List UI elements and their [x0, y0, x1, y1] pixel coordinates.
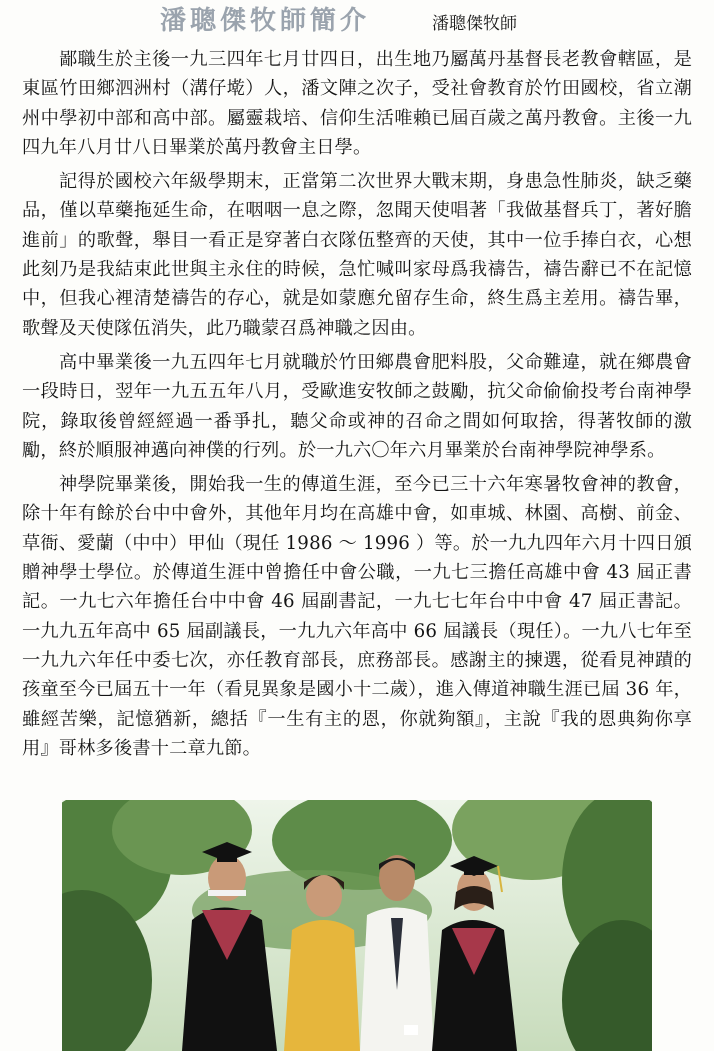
- graduation-photo: [62, 800, 652, 1051]
- page-title: 潘聰傑牧師簡介: [160, 6, 371, 36]
- paragraph-4: 神學院畢業後，開始我一生的傳道生涯，至今已三十六年寒暑牧會神的教會，除十年有餘於台中中會外，其他年月均在高雄中會，如車城、林園、高樹、前金、草衙、愛蘭（中中）甲仙（現任 1986 ～ 1996 ）等。於一九九四年六月十四日頒贈神學士學位。於傳道生涯中曾擔任中會公職，一九七三擔任高雄中會 43 屆正書記。一九七六年擔任台中中會 46 屆副書記，一九七七年台中中會 47 屆正書記。一九九五年高中 65 屆副議長，一九九六年高中 66 屆議長（現任）。一九八七年至一九九六年任中委七次，亦任教育部長，庶務部長。感謝主的揀選，從看見神蹟的孩童至今已屆五十一年（看見異象是國小十二歲），進入傳道神職生涯已屆 36 年，雖經苦樂，記憶猶新，總括『一生有主的恩，你就夠額』，主說『我的恩典夠你享用』哥林多後書十二章九節。: [22, 474, 692, 759]
- paragraph-2: 記得於國校六年級學期末，正當第二次世界大戰末期，身患急性肺炎，缺乏藥品，僅以草藥拖延生命，在咽咽一息之際，忽聞天使唱著「我做基督兵丁，著好膽進前」的歌聲，舉目一看正是穿著白衣隊伍整齊的天使，其中一位手捧白衣，心想此刻乃是我結束此世與主永住的時候，急忙喊叫家母爲我禱告，禱告辭已不在記憶中，但我心裡清楚禱告的存心，就是如蒙應允留存生命，終生爲主差用。禱告畢，歌聲及天使隊伍消失，此乃職蒙召爲神職之因由。: [22, 171, 692, 339]
- paragraph-1: 鄙職生於主後一九三四年七月廿四日，出生地乃屬萬丹基督長老教會轄區，是東區竹田鄉泗洲村（溝仔墘）人，潘文陣之次子，受社會教育於竹田國校，省立潮州中學初中部和高中部。屬靈栽培、信仰生活唯賴已屆百歲之萬丹教會。主後一九四九年八月廿八日畢業於萬丹教會主日學。: [22, 49, 692, 158]
- header: [160, 4, 700, 38]
- author-name: 潘聰傑牧師: [432, 14, 518, 34]
- photo-illustration: [62, 800, 652, 1051]
- paragraph-3: 高中畢業後一九五四年七月就職於竹田鄉農會肥料股，父命難違，就在鄉農會一段時日，翌年一九五五年八月，受歐進安牧師之鼓勵，抗父命偷偷投考台南神學院，錄取後曾經經過一番爭扎，聽父命或神的召命之間如何取捨，得著牧師的激勵，終於順服神邁向神僕的行列。於一九六〇年六月畢業於台南神學院神學系。: [22, 351, 692, 461]
- article-body: [22, 45, 692, 768]
